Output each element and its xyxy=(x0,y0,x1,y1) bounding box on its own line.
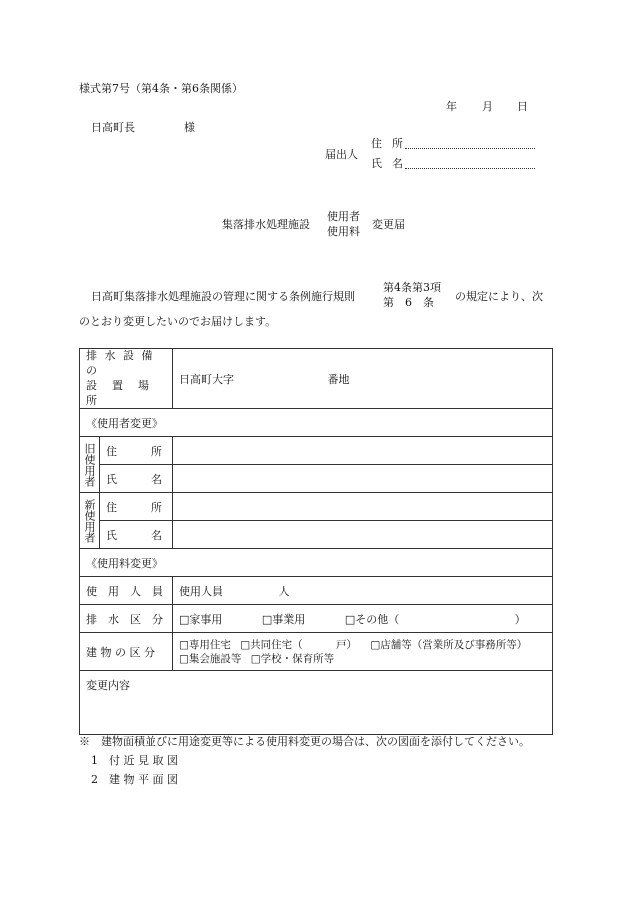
users-count-label: 使 用 人 員 xyxy=(80,577,173,605)
attachment-item: 2 建 物 平 面 図 xyxy=(91,773,178,786)
intro-line1-pre: 日高町集落排水処理施設の管理に関する条例施行規則 xyxy=(91,290,355,303)
date-month: 月 xyxy=(482,100,493,113)
date-day: 日 xyxy=(517,100,528,113)
row-new-address xyxy=(80,493,553,521)
drain-option-other[interactable]: □その他（ xyxy=(344,612,400,626)
attachment-note: ※ 建物面積並びに用途変更等による使用料変更の場合は、次の図面を添付してください。 xyxy=(79,735,530,748)
building-option-private-house[interactable]: □専用住宅 xyxy=(179,638,231,651)
new-user-label: 新使用者 xyxy=(80,493,100,549)
notifier-address-field[interactable] xyxy=(405,137,535,152)
building-category-label: 建 物 の 区 分 xyxy=(80,633,173,671)
change-details-label: 変更内容 xyxy=(86,679,130,693)
change-form-table xyxy=(79,348,553,735)
row-drain-category xyxy=(80,605,553,633)
location-label: 排 水 設 備 の 設 置 場 所 xyxy=(80,349,173,409)
addressee-mayor: 日高町長 xyxy=(91,121,135,134)
drain-category-label: 排 水 区 分 xyxy=(80,605,173,633)
old-address-field[interactable] xyxy=(173,437,553,465)
row-user-change-header xyxy=(80,409,553,437)
notifier-name-label: 氏 名 xyxy=(371,157,403,170)
building-option-store[interactable]: □店舗等（営業所及び事務所等） xyxy=(370,638,528,651)
new-address-label: 住 所 xyxy=(100,493,173,521)
intro-line2: のとおり変更したいのでお届けします。 xyxy=(79,315,277,328)
drain-category-options: □家事用 □事業用 □その他（ ） xyxy=(173,605,553,633)
addressee-honorific: 様 xyxy=(184,121,195,134)
old-name-label: 氏 名 xyxy=(100,465,173,493)
title-prefix: 集落排水処理施設 xyxy=(222,218,310,231)
new-name-label: 氏 名 xyxy=(100,521,173,549)
drain-option-business[interactable]: □事業用 xyxy=(261,612,306,626)
title-suffix: 変更届 xyxy=(372,218,405,231)
notifier-address-label: 住 所 xyxy=(371,137,403,150)
new-address-field[interactable] xyxy=(173,493,553,521)
notifier-name-field[interactable] xyxy=(405,157,535,172)
building-option-meeting-facility[interactable]: □集会施設等 xyxy=(179,652,242,665)
old-user-label: 旧使用者 xyxy=(80,437,100,493)
row-change-details xyxy=(80,671,553,735)
row-users-count xyxy=(80,577,553,605)
row-fee-change-header xyxy=(80,549,553,577)
building-option-school[interactable]: □学校・保育所等 xyxy=(250,652,335,665)
attachment-item: 1 付 近 見 取 図 xyxy=(91,754,178,767)
title-option-fee: 使用料 xyxy=(327,225,360,238)
intro-article-a: 第4条第3項 xyxy=(383,281,441,294)
building-option-apartment[interactable]: □共同住宅（ xyxy=(240,638,303,651)
users-count-field[interactable]: 使用人員 人 xyxy=(173,577,553,605)
row-old-name xyxy=(80,465,553,493)
old-address-label: 住 所 xyxy=(100,437,173,465)
row-new-name xyxy=(80,521,553,549)
date-year: 年 xyxy=(446,100,457,113)
user-change-header: 《使用者変更》 xyxy=(80,409,553,437)
fee-change-header: 《使用料変更》 xyxy=(80,549,553,577)
form-number: 様式第7号（第4条・第6条関係） xyxy=(79,82,243,95)
drain-option-household[interactable]: □家事用 xyxy=(179,612,223,626)
notifier-label: 届出人 xyxy=(325,148,358,161)
new-name-field[interactable] xyxy=(173,521,553,549)
intro-article-b: 第 6 条 xyxy=(383,296,434,309)
location-value[interactable]: 日高町大字 番地 xyxy=(173,349,553,409)
change-details-field[interactable] xyxy=(80,671,553,735)
row-building-category xyxy=(80,633,553,671)
title-option-user: 使用者 xyxy=(327,210,360,223)
row-location xyxy=(80,349,553,409)
intro-line1-post: の規定により、次 xyxy=(455,290,543,303)
old-name-field[interactable] xyxy=(173,465,553,493)
row-old-address xyxy=(80,437,553,465)
building-category-options: □専用住宅 □共同住宅（ 戸） □店舗等（営業所及び事務所等） □集会施設等 □学校・保育所等 xyxy=(173,633,553,671)
